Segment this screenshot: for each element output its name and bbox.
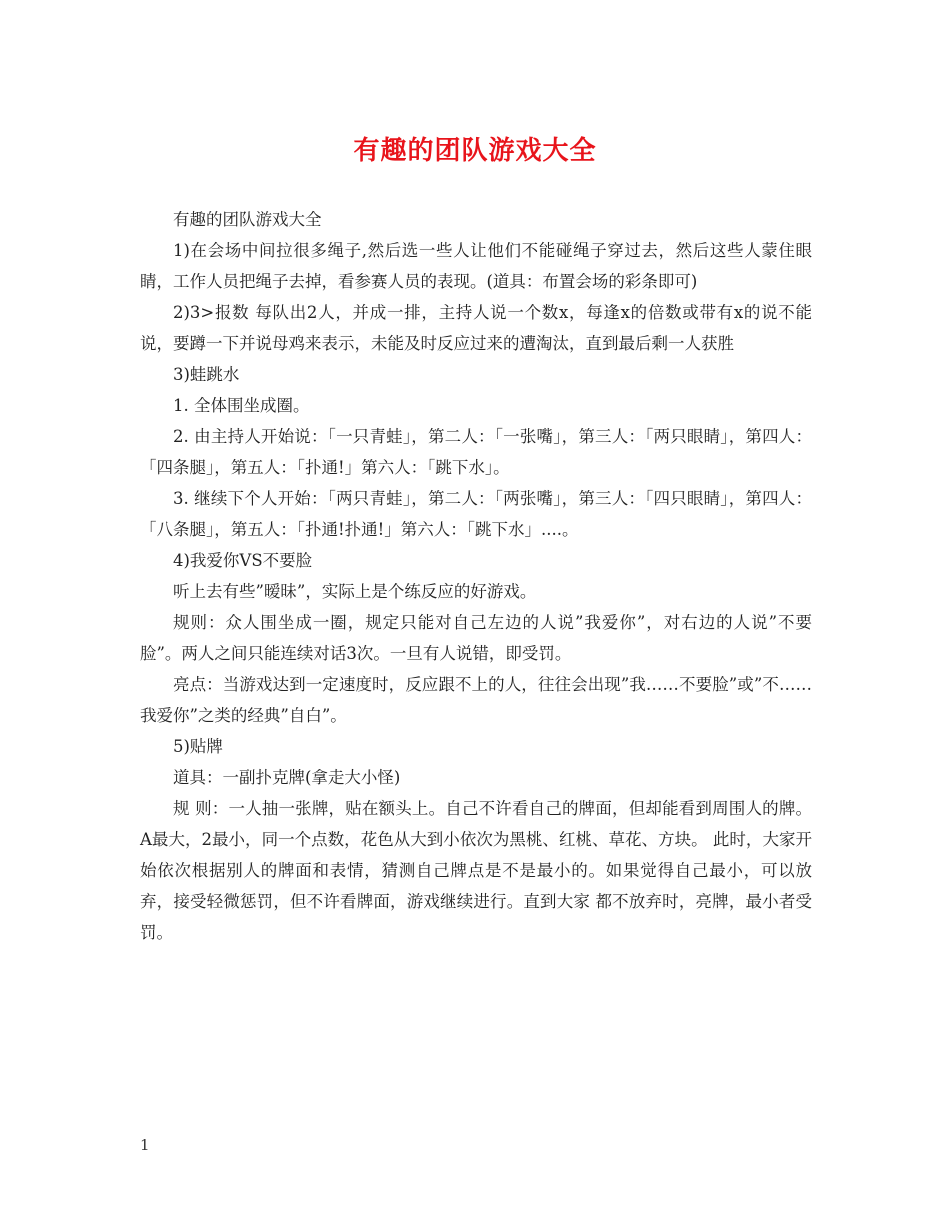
document-title: 有趣的团队游戏大全 xyxy=(353,136,597,166)
paragraph-heading: 有趣的团队游戏大全 xyxy=(173,210,322,229)
paragraph-game-4-rules: 规则：众人围坐成一圈，规定只能对自己左边的人说”我爱你”，对右边的人说”不要脸”。两人之间只能连续对话3次。一旦有人说错，即受罚。 xyxy=(140,613,812,663)
paragraph-game-3-title: 3)蛙跳水 xyxy=(173,365,240,384)
paragraph-game-5-title: 5)贴牌 xyxy=(173,737,223,756)
paragraph-game-4-highlight: 亮点：当游戏达到一定速度时，反应跟不上的人，往往会出现”我……不要脸”或”不……我爱你”之类的经典”自白”。 xyxy=(140,675,812,725)
paragraph-game-5-props: 道具：一副扑克牌(拿走大小怪) xyxy=(173,768,401,787)
document-body xyxy=(140,204,812,948)
paragraph-game-1: 1)在会场中间拉很多绳子,然后选一些人让他们不能碰绳子穿过去，然后这些人蒙住眼睛，工作人员把绳子去掉，看参赛人员的表现。(道具：布置会场的彩条即可) xyxy=(140,241,812,291)
paragraph-game-3-step-1: 1. 全体围坐成圈。 xyxy=(173,396,310,415)
paragraph-game-3-step-2: 2. 由主持人开始说：「一只青蛙」，第二人：「一张嘴」，第三人：「两只眼睛」，第四人：「四条腿」，第五人：「扑通!」第六人：「跳下水」。 xyxy=(140,427,812,477)
paragraph-game-3-step-3: 3. 继续下个人开始：「两只青蛙」，第二人：「两张嘴」，第三人：「四只眼睛」，第四人：「八条腿」，第五人：「扑通!扑通!」第六人：「跳下水」....。 xyxy=(140,489,812,539)
paragraph-game-2: 2)3>报数 每队出2人，并成一排，主持人说一个数x，每逢x的倍数或带有x的说不能说，要蹲一下并说母鸡来表示，未能及时反应过来的遭淘汰，直到最后剩一人获胜 xyxy=(140,303,812,353)
paragraph-game-5-rules: 规 则：一人抽一张牌，贴在额头上。自己不许看自己的牌面，但却能看到周围人的牌。A最大，2最小，同一个点数，花色从大到小依次为黑桃、红桃、草花、方块。 此时，大家开始依次根据别人的牌面和表情，猜测自己牌点是不是最小的。如果觉得自己最小，可以放弃，接受轻微惩罚，但不许看牌面，游戏继续进行。直到大家 都不放弃时，亮牌，最小者受罚。 xyxy=(140,799,812,942)
paragraph-game-4-title: 4)我爱你VS不要脸 xyxy=(173,551,313,570)
page-number: 1 xyxy=(140,1136,150,1154)
paragraph-game-4-intro: 听上去有些”暧昧”，实际上是个练反应的好游戏。 xyxy=(173,582,537,601)
